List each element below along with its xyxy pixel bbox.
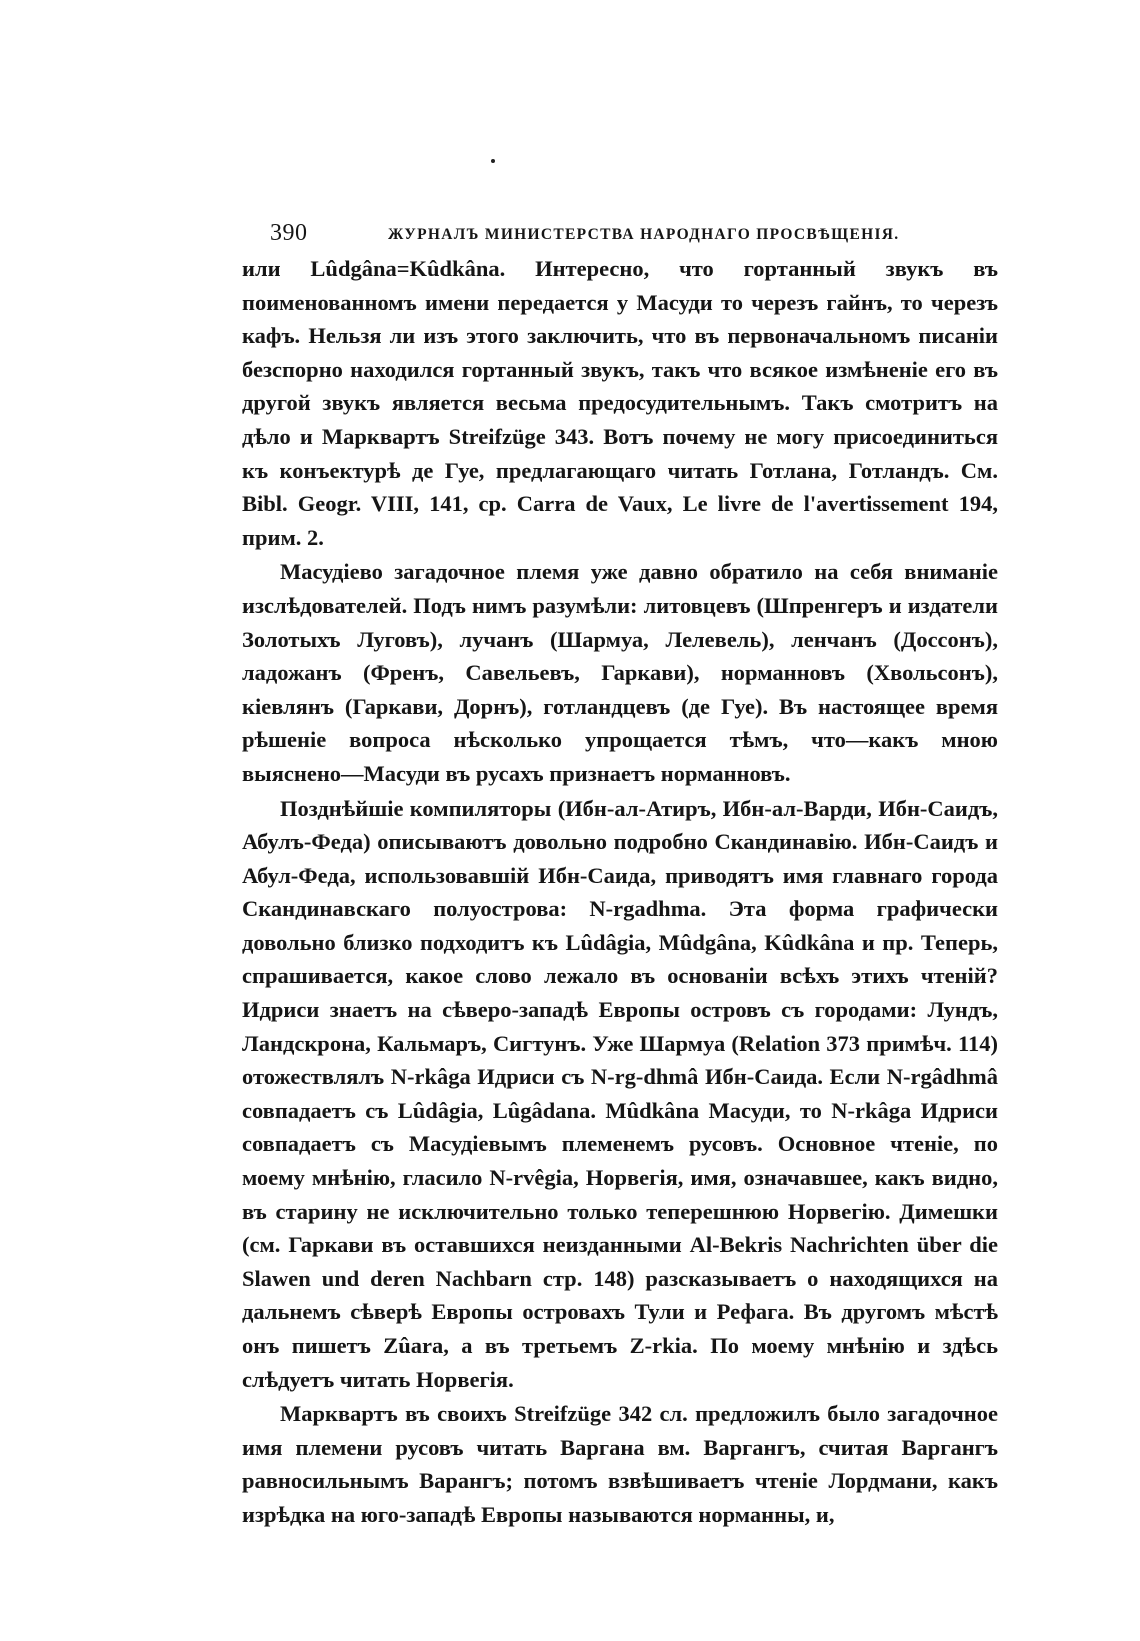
paragraph-4: Марквартъ въ своихъ Streifzüge 342 сл. предложилъ было загадочное имя племени русовъ читать Варгана вм. Варгангъ, считая Варгангъ равносильнымъ Варангъ; потомъ взвѣшиваетъ чтеніе Лордмани, какъ изрѣдка на юго-западѣ Европы называются норманны, и, bbox=[242, 1401, 998, 1527]
paragraph-2: Масудіево загадочное племя уже давно обратило на себя вниманіе изслѣдователей. Подъ нимъ разумѣли: литовцевъ (Шпренгеръ и издатели Золотыхъ Луговъ), лучанъ (Шармуа, Лелевель), ленчанъ (Доссонъ), ладожанъ (Френъ, Савельевъ, Гаркави), норманновъ (Хвольсонъ), кіевлянъ (Гаркави, Дорнъ), готландцевъ (де Гуе). Въ настоящее время рѣшеніе вопроса нѣсколько упрощается тѣмъ, что—какъ мною выяснено—Масуди въ русахъ признаетъ норманновъ. bbox=[242, 559, 998, 786]
body-text bbox=[242, 252, 998, 1532]
page-number: 390 bbox=[270, 220, 308, 246]
paragraph-1: или Lûdgâna=Kûdkâna. Интересно, что гортанный звукъ въ поименованномъ имени передается у Масуди то черезъ гайнъ, то черезъ кафъ. Нельзя ли изъ этого заключить, что въ первоначальномъ писаніи безспорно находился гортанный звукъ, такъ что всякое измѣненіе его въ другой звукъ является весьма предосудительнымъ. Такъ смотритъ на дѣло и Марквартъ Streifzüge 343. Вотъ почему не могу присоединиться къ конъектурѣ де Гуе, предлагающаго читать Готлана, Готландъ. См. Bibl. Geogr. VIII, 141, ср. Carra de Vaux, Le livre de l'avertissement 194, прим. 2. bbox=[242, 256, 998, 550]
print-speck bbox=[491, 159, 495, 163]
running-head: ЖУРНАЛЪ МИНИСТЕРСТВА НАРОДНАГО ПРОСВѢЩЕНІЯ. bbox=[388, 226, 900, 243]
page-header bbox=[270, 220, 998, 252]
paragraph-3: Позднѣйшіе компиляторы (Ибн-ал-Атиръ, Ибн-ал-Варди, Ибн-Саидъ, Абулъ-Феда) описываютъ довольно подробно Скандинавію. Ибн-Саидъ и Абул-Феда, использовавшій Ибн-Саида, приводятъ имя главнаго города Скандинавскаго полуострова: N-rgadhma. Эта форма графически довольно близко подходитъ къ Lûdâgia, Mûdgâna, Kûdkâna и пр. Теперь, спрашивается, какое слово лежало въ основаніи всѣхъ этихъ чтеній? Идриси знаетъ на сѣверо-западѣ Европы островъ съ городами: Лундъ, Ландскрона, Кальмаръ, Сигтунъ. Уже Шармуа (Relation 373 примѣч. 114) отожествлялъ N-rkâga Идриси съ N-rg-dhmâ Ибн-Саида. Если N-rgâdhmâ совпадаетъ съ Lûdâgia, Lûgâdana. Mûdkâna Масуди, то N-rkâga Идриси совпадаетъ съ Масудіевымъ племенемъ русовъ. Основное чтеніе, по моему мнѣнію, гласило N-rvêgia, Норвегія, имя, означавшее, какъ видно, въ старину не исключительно только теперешнюю Норвегію. Димешки (см. Гаркави въ оставшихся неизданными Al-Bekris Nachrichten über die Slawen und deren Nachbarn стр. 148) разсказываетъ о находящихся на дальнемъ сѣверѣ Европы островахъ Тули и Рефага. Въ другомъ мѣстѣ онъ пишетъ Zûara, а въ третьемъ Z-rkia. По моему мнѣнію и здѣсь слѣдуетъ читать Норвегія. bbox=[242, 795, 998, 1392]
